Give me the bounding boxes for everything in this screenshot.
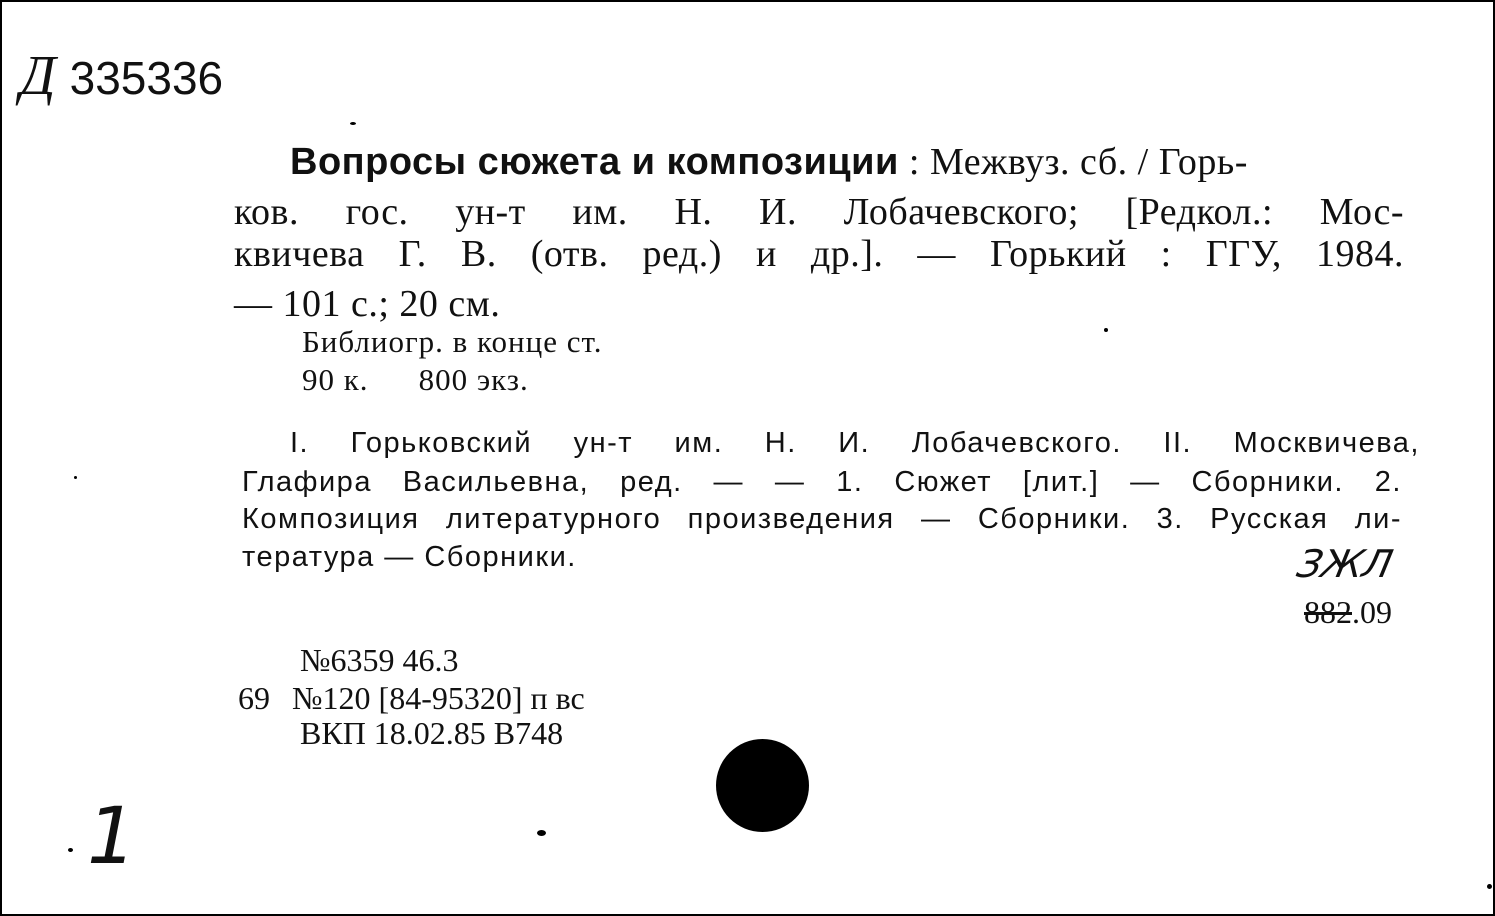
ink-speck [1487, 884, 1492, 889]
record-prefix: 69 [238, 680, 270, 716]
description-line-1: Вопросы сюжета и композиции : Межвуз. сб. / Горь- [290, 141, 1248, 183]
ink-speck [74, 476, 77, 479]
record-line-2: 69 №120 [84-95320] п вс [238, 680, 585, 716]
handwritten-mark: ЗЖЛ [1293, 542, 1397, 586]
shelf-letter: Д [20, 45, 56, 107]
tracing-line-3: Композиция литературного произведения — Сборники. 3. Русская ли- [242, 503, 1402, 535]
handwritten-numeral: 1 [87, 792, 137, 882]
punch-hole-dot [716, 739, 809, 832]
ink-speck [350, 122, 356, 125]
shelf-number: 335336 [69, 52, 224, 104]
record-line-1: №6359 46.3 [300, 642, 459, 678]
description-line-2: ков. гос. ун-т им. Н. И. Лобачевского; [Редкол.: Мос- [234, 191, 1404, 233]
shelf-mark [20, 44, 223, 108]
description-line-3: квичева Г. В. (отв. ред.) и др.]. — Горький : ГГУ, 1984. [234, 233, 1404, 275]
book-title: Вопросы сюжета и композиции [290, 141, 899, 183]
price: 90 к. [302, 362, 369, 397]
ink-speck [1104, 328, 1108, 332]
classification-number: 882.09 [1304, 594, 1392, 630]
tracing-line-4: тература — Сборники. [242, 541, 577, 573]
print-run: 800 экз. [418, 362, 529, 397]
record-line-3: ВКП 18.02.85 В748 [300, 715, 564, 751]
tracing-line-1: I. Горьковский ун-т им. Н. И. Лобачевского. II. Москвичева, [290, 427, 1420, 459]
ink-speck [537, 830, 546, 836]
bibliography-note: Библиогр. в конце ст. [302, 324, 603, 359]
description-line-4: — 101 с.; 20 см. [234, 283, 501, 325]
ink-speck [68, 848, 73, 852]
price-line [302, 362, 529, 398]
tracing-line-2: Глафира Васильевна, ред. — — 1. Сюжет [лит.] — Сборники. 2. [242, 466, 1402, 498]
classification-struck: 882 [1304, 594, 1352, 630]
